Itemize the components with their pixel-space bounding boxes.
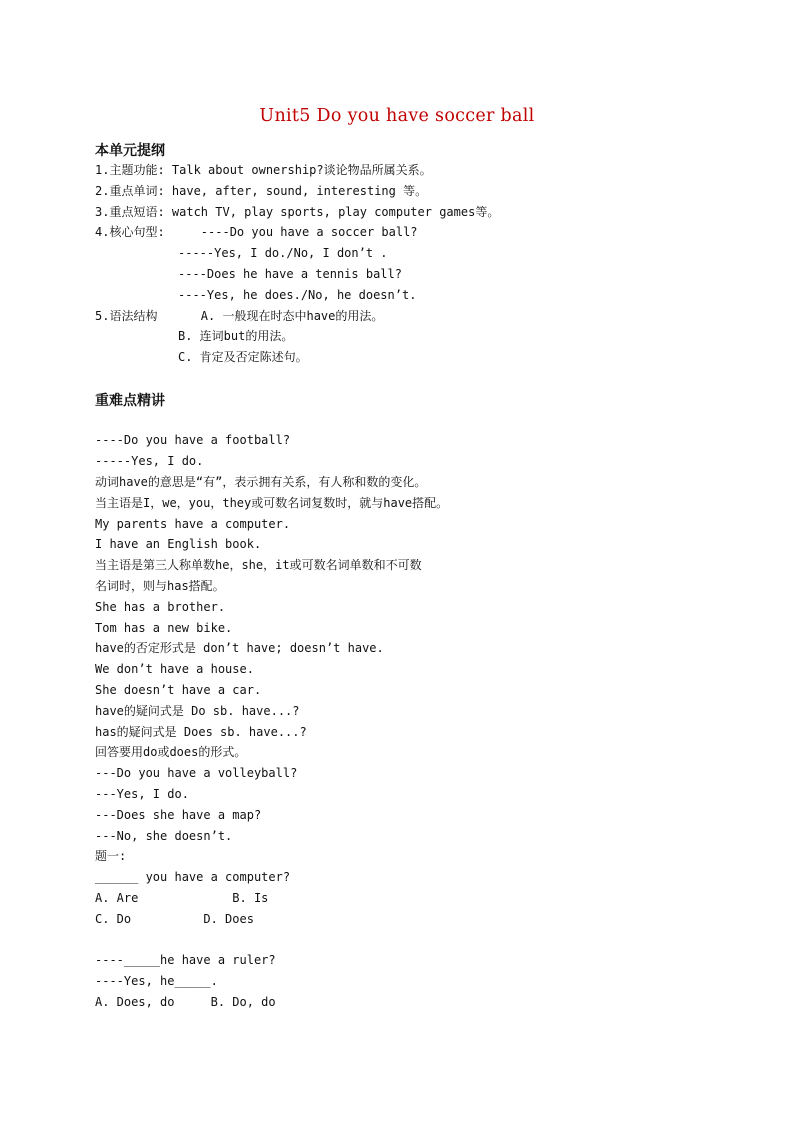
outline-line: 1.主题功能: Talk about ownership?谈论物品所属关系。 — [95, 163, 432, 177]
key-point-line: My parents have a computer. — [95, 517, 291, 531]
exercise-options: A. Does, do B. Do, do — [95, 995, 276, 1009]
outline-line: 3.重点短语: watch TV, play sports, play computer games等。 — [95, 205, 500, 219]
key-points-heading: 重难点精讲 — [95, 393, 165, 409]
key-point-line: ---Do you have a volleyball? — [95, 766, 298, 780]
key-point-line: She doesn’t have a car. — [95, 683, 262, 697]
outline-line: C. 肯定及否定陈述句。 — [178, 350, 308, 364]
key-point-line: -----Yes, I do. — [95, 454, 204, 468]
key-point-line: has的疑问式是 Does sb. have...? — [95, 725, 307, 739]
key-point-line: ----Do you have a football? — [95, 433, 291, 447]
key-point-line: have的否定形式是 don’t have; doesn’t have. — [95, 641, 384, 655]
exercise-options: C. Do D. Does — [95, 912, 254, 926]
key-point-line: She has a brother. — [95, 600, 226, 614]
key-point-line: Tom has a new bike. — [95, 621, 233, 635]
key-point-line: 动词have的意思是“有”，表示拥有关系，有人称和数的变化。 — [95, 475, 427, 489]
outline-heading: 本单元提纲 — [95, 143, 165, 159]
key-point-line: 回答要用do或does的形式。 — [95, 745, 247, 759]
key-point-line: I have an English book. — [95, 537, 262, 551]
outline-line: 5.语法结构 A. 一般现在时态中have的用法。 — [95, 309, 384, 323]
key-point-line: 当主语是I，we，you，they或可数名词复数时，就与have搭配。 — [95, 496, 449, 510]
key-point-line: 当主语是第三人称单数he，she，it或可数名词单数和不可数 — [95, 558, 422, 572]
outline-line: 2.重点单词: have, after, sound, interesting 等。 — [95, 184, 428, 198]
outline-line: B. 连词but的用法。 — [178, 329, 294, 343]
exercise-label: 题一: — [95, 849, 127, 863]
page-title: Unit5 Do you have soccer ball — [259, 106, 535, 126]
outline-line: ----Yes, he does./No, he doesn’t. — [178, 288, 417, 302]
key-point-line: have的疑问式是 Do sb. have...? — [95, 704, 300, 718]
key-point-line: We don’t have a house. — [95, 662, 254, 676]
key-point-line: 名词时，则与has搭配。 — [95, 579, 225, 593]
outline-line: 4.核心句型: ----Do you have a soccer ball? — [95, 225, 418, 239]
outline-line: ----Does he have a tennis ball? — [178, 267, 402, 281]
exercise-question: ______ you have a computer? — [95, 870, 291, 884]
exercise-question: ----Yes, he_____. — [95, 974, 218, 988]
exercise-options: A. Are B. Is — [95, 891, 269, 905]
key-point-line: ---Does she have a map? — [95, 808, 262, 822]
exercise-question: ----_____he have a ruler? — [95, 953, 276, 967]
key-point-line: ---Yes, I do. — [95, 787, 189, 801]
key-point-line: ---No, she doesn’t. — [95, 829, 233, 843]
outline-line: -----Yes, I do./No, I don’t . — [178, 246, 388, 260]
